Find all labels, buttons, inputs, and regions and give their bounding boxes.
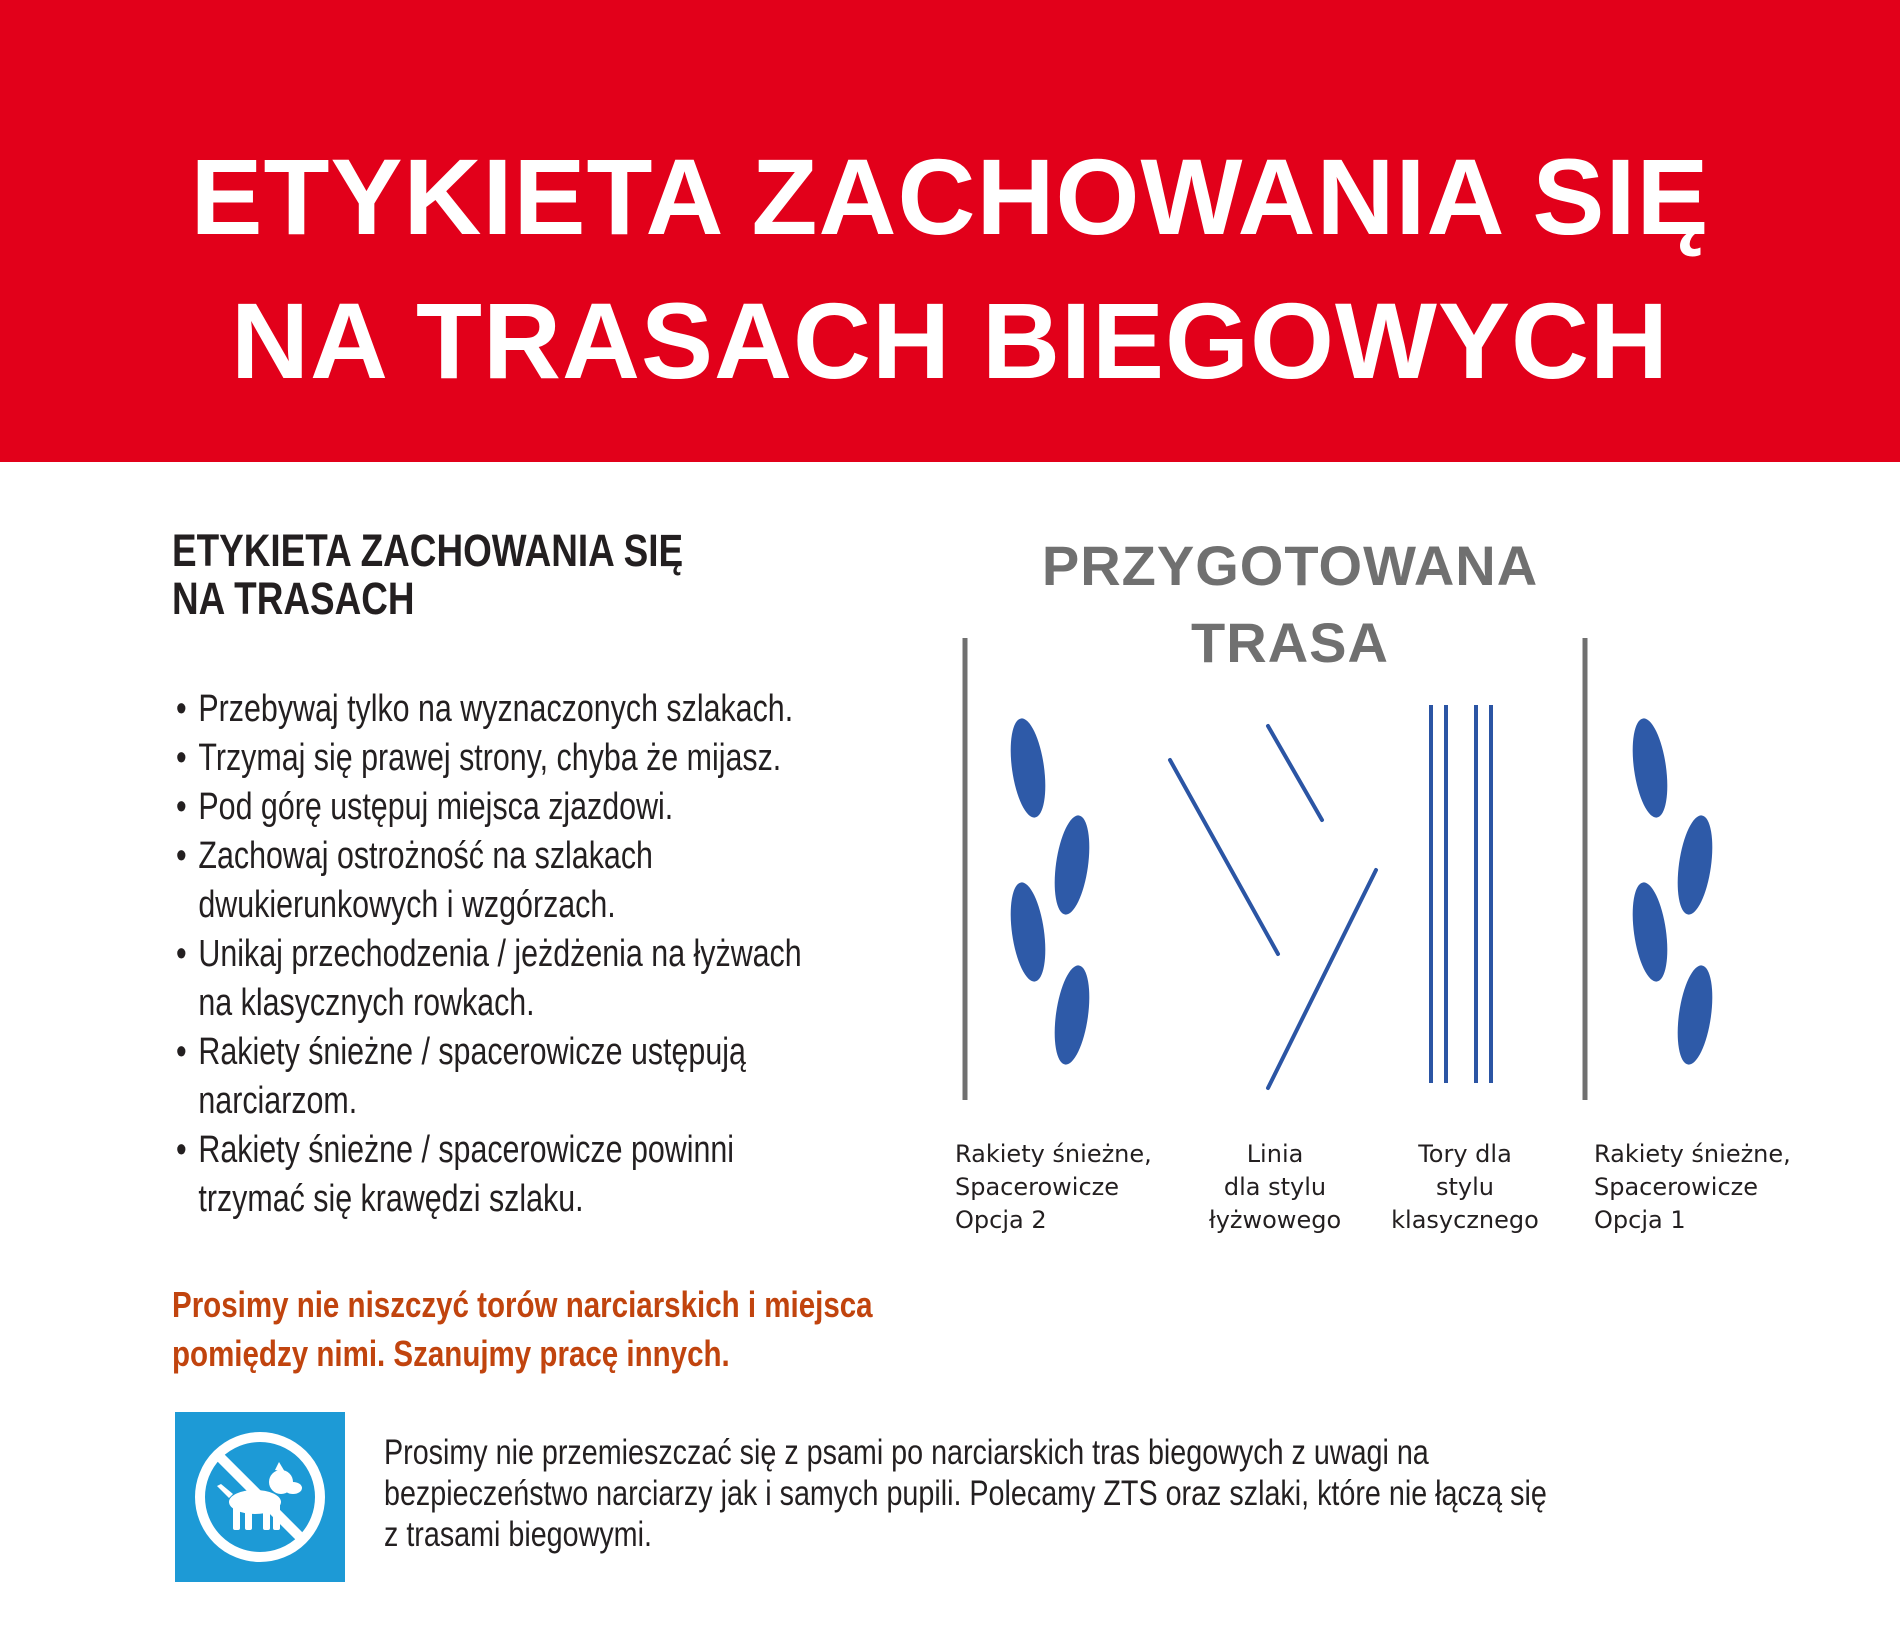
section-heading-line-1: ETYKIETA ZACHOWANIA SIĘ bbox=[172, 525, 684, 576]
rule-item: • Rakiety śnieżne / spacerowicze ustępują narciarzom. bbox=[176, 1028, 802, 1126]
section-heading bbox=[172, 527, 683, 623]
title-banner bbox=[0, 0, 1900, 462]
dog-notice: Prosimy nie przemieszczać się z psami po narciarskich tras biegowych z uwagi na bezpieczeństwo narciarzy jak i samych pupili. Polecamy ZTS oraz szlaki, które nie łączą się z trasami biegowymi. bbox=[384, 1433, 1547, 1554]
skate-line bbox=[1268, 726, 1322, 820]
caption-snowshoe-option-1: Rakiety śnieżne, Spacerowicze Opcja 1 bbox=[1594, 1140, 1791, 1234]
banner-title-line-1: ETYKIETA ZACHOWANIA SIĘ bbox=[190, 136, 1710, 257]
footprint bbox=[1627, 716, 1673, 819]
footprint bbox=[1049, 963, 1095, 1066]
rule-item: • Zachowaj ostrożność na szlakach dwukierunkowych i wzgórzach. bbox=[176, 832, 802, 930]
rule-item: • Rakiety śnieżne / spacerowicze powinni trzymać się krawędzi szlaku. bbox=[176, 1126, 802, 1224]
rule-item: • Trzymaj się prawej strony, chyba że mijasz. bbox=[176, 734, 802, 783]
skate-lines bbox=[940, 520, 1376, 1088]
footprints-right bbox=[1627, 716, 1718, 1066]
section-heading-line-2: NA TRASACH bbox=[172, 573, 415, 624]
no-dogs-sign bbox=[175, 1412, 345, 1582]
no-dogs-icon bbox=[175, 1412, 345, 1582]
diagram-title-line-1: PRZYGOTOWANA bbox=[1041, 534, 1539, 597]
track-warning: Prosimy nie niszczyć torów narciarskich i miejsca pomiędzy nimi. Szanujmy pracę innych. bbox=[172, 1284, 873, 1374]
skate-line bbox=[1170, 760, 1278, 954]
footprint bbox=[1627, 880, 1673, 983]
footprints-left bbox=[1005, 716, 1095, 1066]
footprint bbox=[1005, 880, 1051, 983]
rule-item: • Unikaj przechodzenia / jeżdżenia na łyżwach na klasycznych rowkach. bbox=[176, 930, 802, 1028]
skate-line bbox=[1268, 870, 1376, 1088]
footprint bbox=[1005, 716, 1051, 819]
rules-list bbox=[176, 685, 802, 1224]
trail-diagram bbox=[940, 520, 1820, 1240]
diagram-title-line-2: TRASA bbox=[1191, 611, 1389, 674]
rule-item: • Pod górę ustępuj miejsca zjazdowi. bbox=[176, 783, 802, 832]
caption-skate-line: Linia dla stylu łyżwowego bbox=[1208, 1140, 1342, 1234]
classic-tracks bbox=[1431, 705, 1491, 1083]
footprint bbox=[1049, 813, 1095, 916]
banner-title-line-2: NA TRASACH BIEGOWYCH bbox=[231, 280, 1669, 401]
caption-classic-tracks: Tory dla stylu klasycznego bbox=[1391, 1140, 1539, 1234]
footprint bbox=[1672, 813, 1718, 916]
rule-item: • Przebywaj tylko na wyznaczonych szlakach. bbox=[176, 685, 802, 734]
footprint bbox=[1672, 963, 1718, 1066]
caption-snowshoe-option-2: Rakiety śnieżne, Spacerowicze Opcja 2 bbox=[955, 1140, 1152, 1234]
